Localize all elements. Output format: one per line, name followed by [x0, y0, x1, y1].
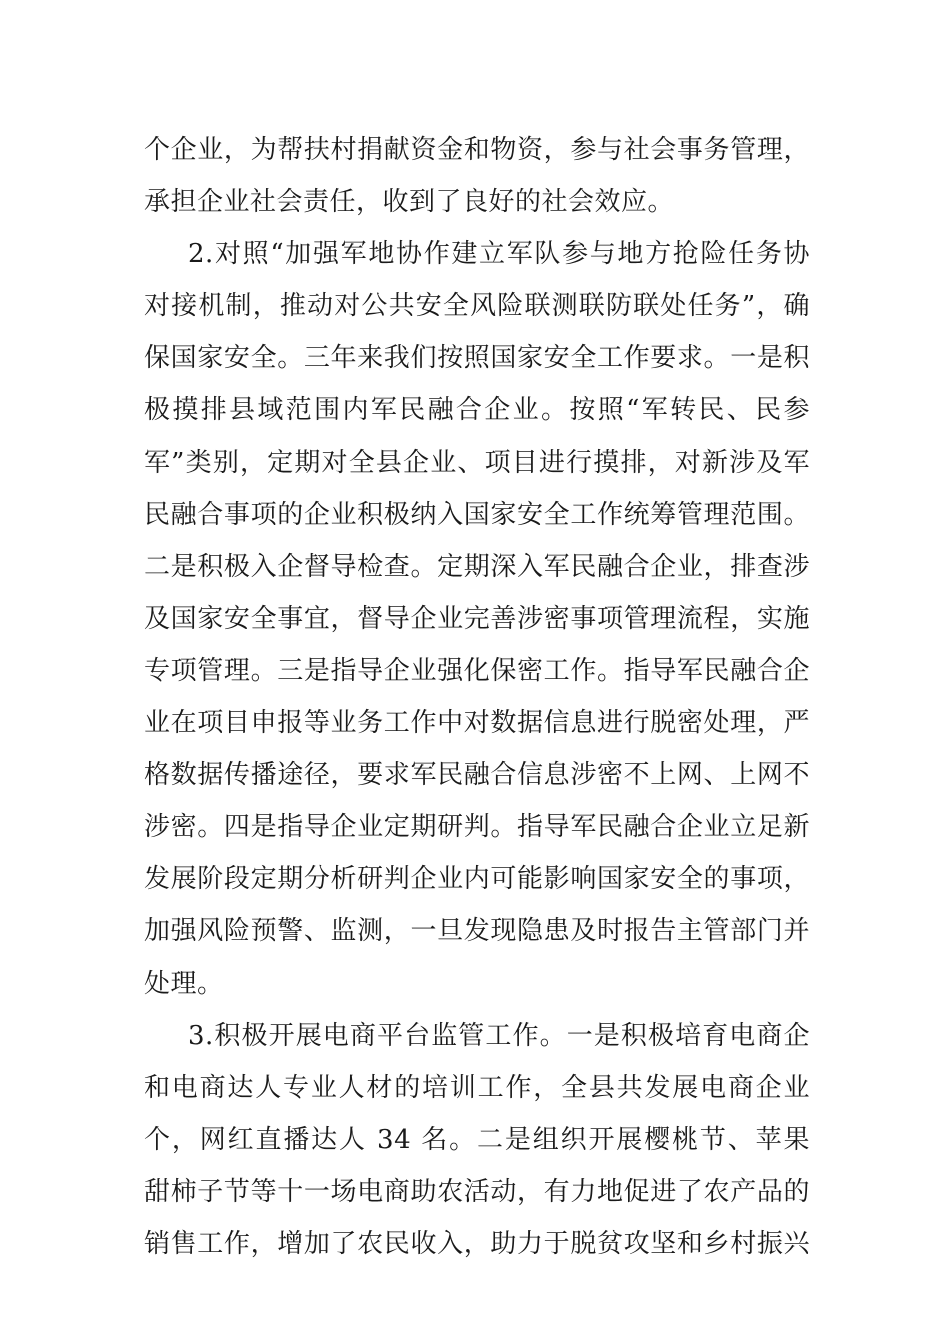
text-line-17: 处理。	[144, 968, 224, 999]
text-line-16: 加强风险预警、监测，一旦发现隐患及时报告主管部门并	[144, 916, 810, 947]
text-line-4: 对接机制，推动对公共安全风险联测联防联处任务”，确	[144, 291, 810, 322]
text-line-11: 专项管理。三是指导企业强化保密工作。指导军民融合企	[144, 655, 810, 686]
text-line-5: 保国家安全。三年来我们按照国家安全工作要求。一是积	[144, 343, 810, 374]
text-line-9: 二是积极入企督导检查。定期深入军民融合企业，排查涉	[144, 551, 810, 582]
text-line-19: 和电商达人专业人材的培训工作，全县共发展电商企业	[144, 1072, 810, 1103]
text-line-8: 民融合事项的企业积极纳入国家安全工作统筹管理范围。	[144, 499, 810, 530]
paragraph-2-start-line: 2.对照“加强军地协作建立军队参与地方抢险任务协	[188, 239, 810, 270]
text-line-13: 格数据传播途径，要求军民融合信息涉密不上网、上网不	[144, 760, 810, 791]
paragraph-3-start-line: 3.积极开展电商平台监管工作。一是积极培育电商企	[188, 1020, 810, 1051]
text-line-21: 甜柿子节等十一场电商助农活动，有力地促进了农产品的	[144, 1176, 810, 1207]
text-line-6: 极摸排县域范围内军民融合企业。按照“军转民、民参	[144, 395, 810, 426]
text-line-22: 销售工作，增加了农民收入，助力于脱贫攻坚和乡村振兴	[144, 1228, 810, 1259]
text-line-12: 业在项目申报等业务工作中对数据信息进行脱密处理，严	[144, 708, 810, 739]
text-line-14: 涉密。四是指导企业定期研判。指导军民融合企业立足新	[144, 812, 810, 843]
text-line-15: 发展阶段定期分析研判企业内可能影响国家安全的事项，	[144, 864, 810, 895]
text-line-2: 承担企业社会责任，收到了良好的社会效应。	[144, 187, 675, 218]
text-line-7: 军”类别，定期对全县企业、项目进行摸排，对新涉及军	[144, 447, 810, 478]
body-text	[144, 124, 810, 1270]
text-line-10: 及国家安全事宜，督导企业完善涉密事项管理流程，实施	[144, 603, 810, 634]
text-line-1: 个企业，为帮扶村捐献资金和物资，参与社会事务管理，	[144, 135, 810, 165]
text-line-20: 个，网红直播达人 34 名。二是组织开展樱桃节、苹果	[144, 1124, 810, 1155]
